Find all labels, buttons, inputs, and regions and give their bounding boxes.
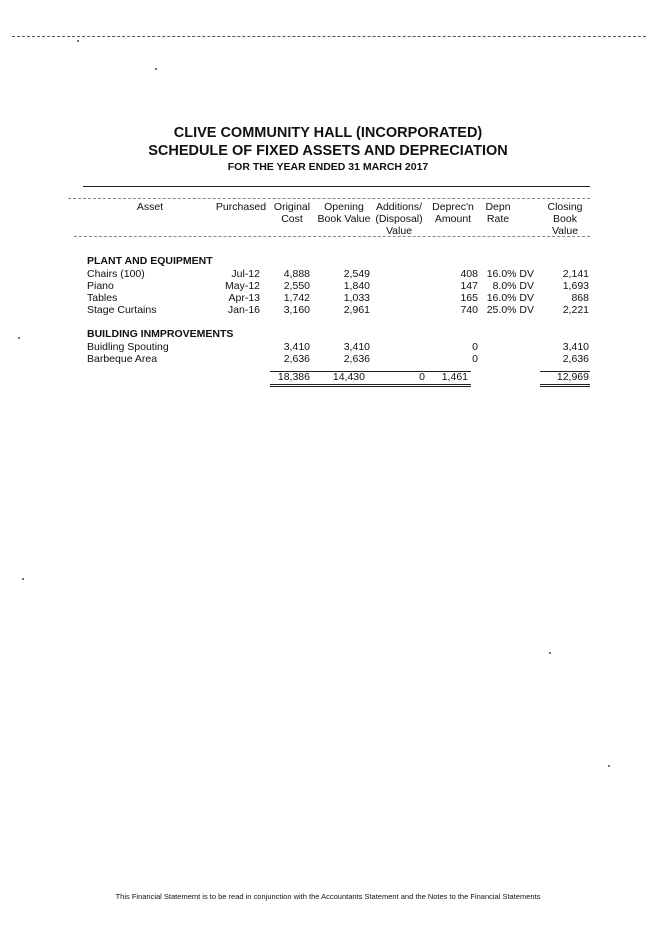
total-closing: 12,969	[556, 371, 589, 383]
cell-cost: 2,550	[283, 280, 310, 292]
cell-cost: 2,636	[283, 353, 310, 365]
cell-asset: Stage Curtains	[87, 304, 157, 316]
cell-rate: 25.0% DV	[486, 304, 534, 316]
header-original-cost: Original Cost	[273, 201, 311, 225]
scan-artifact-dot	[77, 40, 79, 42]
header-additions: Additions/ (Disposal) Value	[375, 201, 423, 237]
document-subtitle: SCHEDULE OF FIXED ASSETS AND DEPRECIATION	[148, 143, 508, 159]
cell-deprec: 408	[460, 268, 478, 280]
cell-opening: 1,033	[343, 292, 370, 304]
total-cost: 18,386	[277, 371, 310, 383]
total-opening: 14,430	[332, 371, 365, 383]
cell-opening: 2,961	[343, 304, 370, 316]
cell-rate: 8.0% DV	[492, 280, 534, 292]
cell-closing: 1,693	[562, 280, 589, 292]
cell-cost: 1,742	[283, 292, 310, 304]
cell-asset: Chairs (100)	[87, 268, 145, 280]
title-rule	[83, 186, 590, 187]
cell-cost: 3,160	[283, 304, 310, 316]
cell-asset: Piano	[87, 280, 114, 292]
header-deprec-amount: Deprec'n Amount	[432, 201, 474, 225]
cell-closing: 2,221	[562, 304, 589, 316]
scan-artifact-dot	[608, 765, 610, 767]
header-top-border	[68, 198, 590, 199]
cell-asset: Buidling Spouting	[87, 341, 169, 353]
cell-deprec: 147	[460, 280, 478, 292]
cell-deprec: 0	[472, 341, 478, 353]
scan-artifact-dot	[18, 337, 20, 339]
cell-closing: 2,636	[562, 353, 589, 365]
cell-deprec: 0	[472, 353, 478, 365]
header-opening-book-value: Opening Book Value	[317, 201, 371, 225]
cell-purchased: Jul-12	[231, 268, 260, 280]
document-title: CLIVE COMMUNITY HALL (INCORPORATED)	[173, 125, 483, 141]
cell-rate: 16.0% DV	[486, 292, 534, 304]
cell-closing: 868	[571, 292, 589, 304]
cell-opening: 2,636	[343, 353, 370, 365]
cell-purchased: May-12	[224, 280, 260, 292]
section-title: PLANT AND EQUIPMENT	[87, 255, 213, 267]
cell-closing: 2,141	[562, 268, 589, 280]
document-period: FOR THE YEAR ENDED 31 MARCH 2017	[227, 161, 429, 173]
total-deprec: 1,461	[441, 371, 468, 383]
cell-purchased: Jan-16	[227, 304, 260, 316]
cell-opening: 3,410	[343, 341, 370, 353]
total-additions: 0	[419, 371, 425, 383]
header-purchased: Purchased	[215, 201, 267, 213]
scan-artifact-top-line	[12, 36, 646, 37]
scan-artifact-dot	[22, 578, 24, 580]
header-asset: Asset	[136, 201, 164, 213]
cell-purchased: Apr-13	[228, 292, 260, 304]
cell-deprec: 740	[460, 304, 478, 316]
footer-note: This Financial Statememt is to be read in conjunction with the Accountants Statement and the Notes to the Financial Statements	[115, 892, 541, 901]
scan-artifact-dot	[549, 652, 551, 654]
cell-asset: Tables	[87, 292, 118, 304]
section-title: BUILDING INMPROVEMENTS	[87, 328, 234, 340]
header-bottom-border	[74, 236, 590, 237]
scan-artifact-dot	[155, 68, 157, 70]
cell-deprec: 165	[460, 292, 478, 304]
header-closing-book-value: Closing Book Value	[547, 201, 583, 237]
cell-rate: 16.0% DV	[486, 268, 534, 280]
cell-closing: 3,410	[562, 341, 589, 353]
cell-opening: 1,840	[343, 280, 370, 292]
cell-cost: 4,888	[283, 268, 310, 280]
header-depn-rate: Depn Rate	[485, 201, 511, 225]
cell-cost: 3,410	[283, 341, 310, 353]
cell-opening: 2,549	[343, 268, 370, 280]
cell-asset: Barbeque Area	[87, 353, 158, 365]
